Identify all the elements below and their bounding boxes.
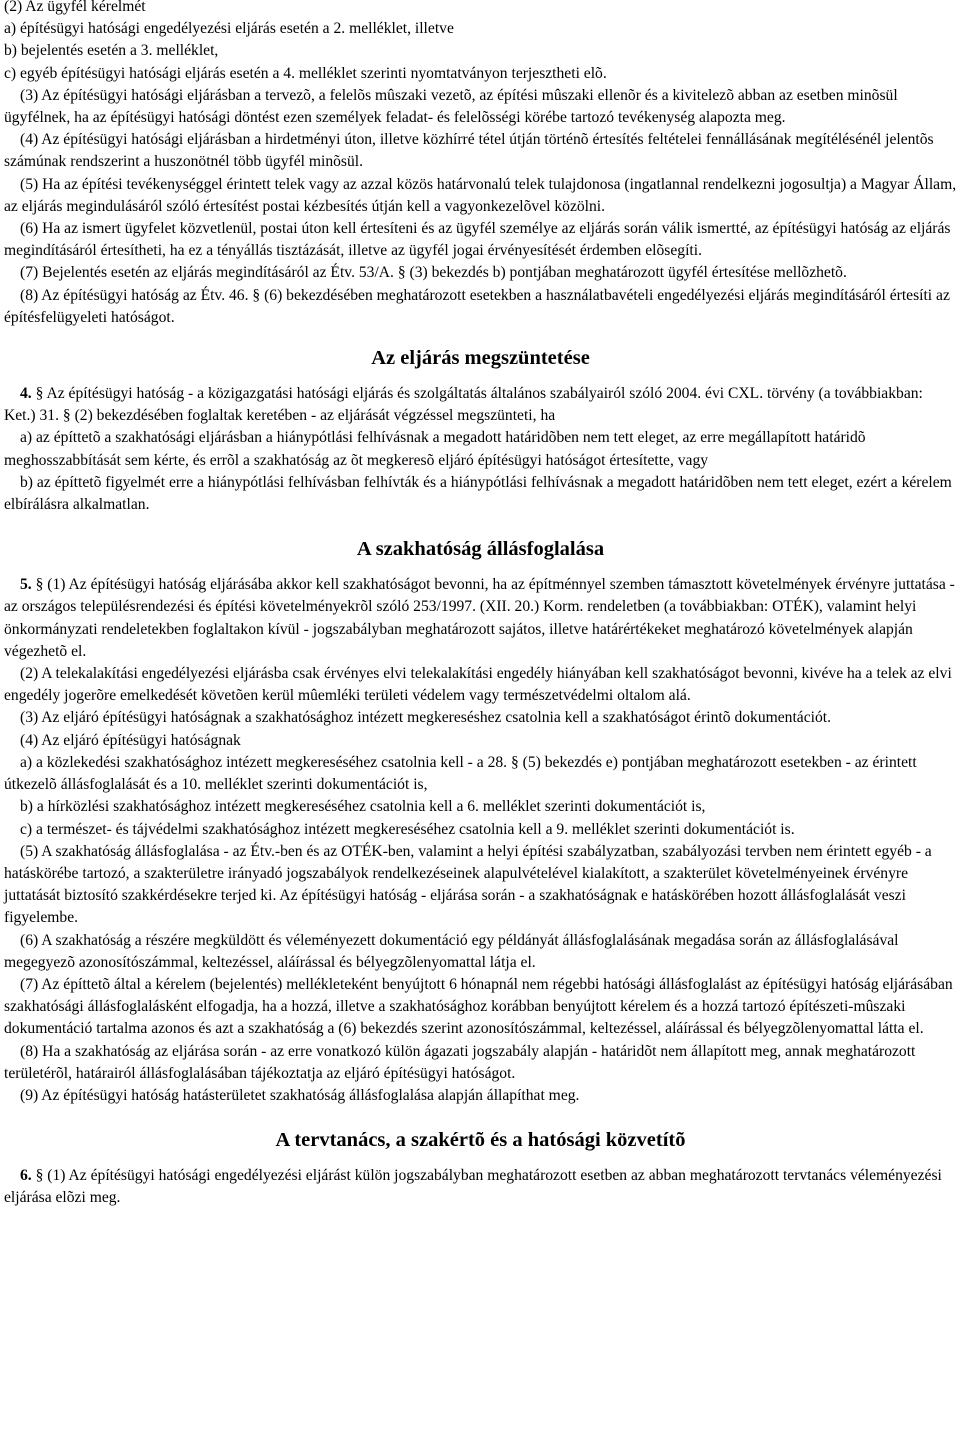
- list-item: c) a természet- és tájvédelmi szakhatósághoz intézett megkereséséhez csatolnia kell a 9. melléklet szerinti dokumentációt is.: [20, 820, 795, 838]
- paragraph: (9) Az építésügyi hatóság hatásterületet szakhatóság állásfoglalása alapján állapíthat meg.: [20, 1086, 580, 1104]
- paragraph: (4) Az építésügyi hatósági eljárásban a hirdetményi úton, illetve közhírré tétel útján történõ értesítés feltételei fennállásának megítélésénél jelentõs számúnak rendszerint a huszonötnél több ügyfél minõsül.: [4, 131, 934, 171]
- paragraph: (4) Az eljáró építésügyi hatóságnak: [20, 731, 241, 749]
- paragraph: (5) A szakhatóság állásfoglalása - az Étv.-ben és az OTÉK-ben, valamint a helyi építési szabályzatban, szabályozási tervben nem érintett egyéb - a hatáskörébe tartozó, a szakterületre irányadó jogszabályok rendelkezéseinek alapulvételével kialakított, a szakterület követelményeinek érvényre juttatását biztosító szakkérdésekre terjed ki. Az építésügyi hatóság - eljárása során - a szakhatóságnak e hatáskörében hozott állásfoglalását veszi figyelembe.: [4, 842, 932, 927]
- paragraph: (5) Ha az építési tevékenységgel érintett telek vagy az azzal közös határvonalú telek tulajdonosa (ingatlannal rendelkezni jogosultja) a Magyar Állam, az eljárás megindulásáról szóló értesítést postai kézbesítés útján kell a vagyonkezelõvel közölni.: [4, 175, 957, 215]
- section-number: 6.: [20, 1167, 32, 1185]
- paragraph: (2) Az ügyfél kérelmét: [4, 0, 146, 15]
- paragraph: (3) Az eljáró építésügyi hatóságnak a szakhatósághoz intézett megkereséshez csatolnia kell a szakhatóságot érintõ dokumentációt.: [20, 709, 832, 727]
- list-item: a) az építtetõ a szakhatósági eljárásban a hiánypótlási felhívásnak a megadott határidõben nem tett eleget, az erre megállapított határidõ meghosszabbítását sem kérte, és errõl a szakhatóság az õt megkeresõ eljáró építésügyi hatóságot értesítette, vagy: [4, 429, 866, 469]
- list-item: b) bejelentés esetén a 3. melléklet,: [4, 42, 219, 60]
- list-item: c) egyéb építésügyi hatósági eljárás esetén a 4. melléklet szerinti nyomtatványon terjesztheti elõ.: [4, 64, 607, 82]
- section-number: 5.: [20, 576, 32, 594]
- paragraph-text: § (1) Az építésügyi hatósági engedélyezési eljárást külön jogszabályban meghatározott esetben az abban meghatározott tervtanács véleményezési eljárása elõzi meg.: [4, 1167, 942, 1207]
- section-heading: A tervtanács, a szakértõ és a hatósági közvetítõ: [275, 1129, 686, 1152]
- paragraph: (3) Az építésügyi hatósági eljárásban a tervezõ, a felelõs mûszaki vezetõ, az építési mûszaki ellenõr és a kivitelezõ abban az esetben minõsül ügyfélnek, ha az építésügyi hatósági döntést ezen személyek feladat- és felelõsségi körébe tartozó tevékenység alapozta meg.: [4, 86, 898, 127]
- paragraph: (2) A telekalakítási engedélyezési eljárásba csak érvényes elvi telekalakítási engedély hiányában kell szakhatóságot bevonni, kivéve ha a telek az elvi engedély jogerõre emelkedését követõen kerül mûemléki területi védelem vagy természetvédelmi oltalom alá.: [4, 665, 952, 705]
- section-heading: A szakhatóság állásfoglalása: [356, 538, 605, 561]
- paragraph: [4, 383, 957, 427]
- paragraph-text: § Az építésügyi hatóság - a közigazgatási hatósági eljárás és szolgáltatás általános szabályairól szóló 2004. évi CXL. törvény (a továbbiakban: Ket.) 31. § (2) bekezdésében foglaltak keretében - az eljárását végzéssel megszünteti, ha: [4, 385, 923, 425]
- list-item: b) az építtetõ figyelmét erre a hiánypótlási felhívásban felhívták és a hiánypótlási felhívásnak a megadott határidõben nem tett eleget, ezért a kérelem elbírálásra alkalmatlan.: [4, 473, 952, 514]
- paragraph: (8) Ha a szakhatóság az eljárása során - az erre vonatkozó külön ágazati jogszabály alapján - határidõt nem állapított meg, annak meghatározott területérõl, határairól állásfoglalásában tájékoztatja az eljáró építésügyi hatóságot.: [4, 1042, 916, 1082]
- paragraph: [4, 574, 957, 663]
- paragraph: (6) Ha az ismert ügyfelet közvetlenül, postai úton kell értesíteni és az ügyfél személye az eljárás során válik ismertté, az építésügyi hatóság az eljárás megindításáról értesítheti, ha ez a tényállás tisztázását, illetve az ügyfél jogai érvényesítését érdemben elõsegíti.: [4, 220, 951, 260]
- list-item: a) a közlekedési szakhatósághoz intézett megkereséséhez csatolnia kell - a 28. § (5) bekezdés e) pontjában meghatározott esetekben - az érintett útkezelõ állásfoglalását és a 10. melléklet szerinti dokumentációt is,: [4, 753, 917, 794]
- section-heading: Az eljárás megszüntetése: [371, 347, 590, 370]
- paragraph: (8) Az építésügyi hatóság az Étv. 46. § (6) bekezdésében meghatározott esetekben a használatbavételi engedélyezési eljárás megindításáról értesíti az építésfelügyeleti hatóságot.: [4, 286, 950, 326]
- list-item: b) a hírközlési szakhatósághoz intézett megkereséséhez csatolnia kell a 6. melléklet szerinti dokumentációt is,: [20, 798, 706, 816]
- paragraph: (7) Bejelentés esetén az eljárás megindításáról az Étv. 53/A. § (3) bekezdés b) pontjában meghatározott ügyfél értesítése mellõzhetõ.: [20, 264, 847, 282]
- paragraph-text: § (1) Az építésügyi hatóság eljárásába akkor kell szakhatóságot bevonni, ha az építménnyel szemben támasztott követelmények érvényre juttatása - az országos településrendezési és építési követelményekrõl szóló 253/1997. (XII. 20.) Korm. rendeletben (a továbbiakban: OTÉK), valamint helyi önkormányzati rendeletekben foglaltakon kívül - jogszabályban meghatározott sajátos, illetve határértékeket meghatározó követelmények alapján végezhetõ el.: [4, 576, 955, 660]
- list-item: a) építésügyi hatósági engedélyezési eljárás esetén a 2. melléklet, illetve: [4, 20, 454, 38]
- paragraph: (7) Az építtetõ által a kérelem (bejelentés) mellékleteként benyújtott 6 hónapnál nem régebbi hatósági állásfoglalást az építésügyi hatóság eljárásában szakhatósági állásfoglalásként elfogadja, ha a hozzá, illetve a szakhatósághoz korábban benyújtott kérelem és a hozzá tartozó építészeti-mûszaki dokumentáció tartalma azonos és azt a szakhatóság a (6) bekezdés szerint azonosítószámmal, keltezéssel, aláírással és bélyegzõlenyomattal látta el.: [4, 975, 953, 1038]
- section-number: 4.: [20, 385, 32, 403]
- paragraph: [4, 1165, 957, 1209]
- paragraph: (6) A szakhatóság a részére megküldött és véleményezett dokumentáció egy példányát állásfoglalásának megadása során az állásfoglalásával megegyezõ azonosítószámmal, keltezéssel, aláírással és bélyegzõlenyomattal látja el.: [4, 931, 899, 971]
